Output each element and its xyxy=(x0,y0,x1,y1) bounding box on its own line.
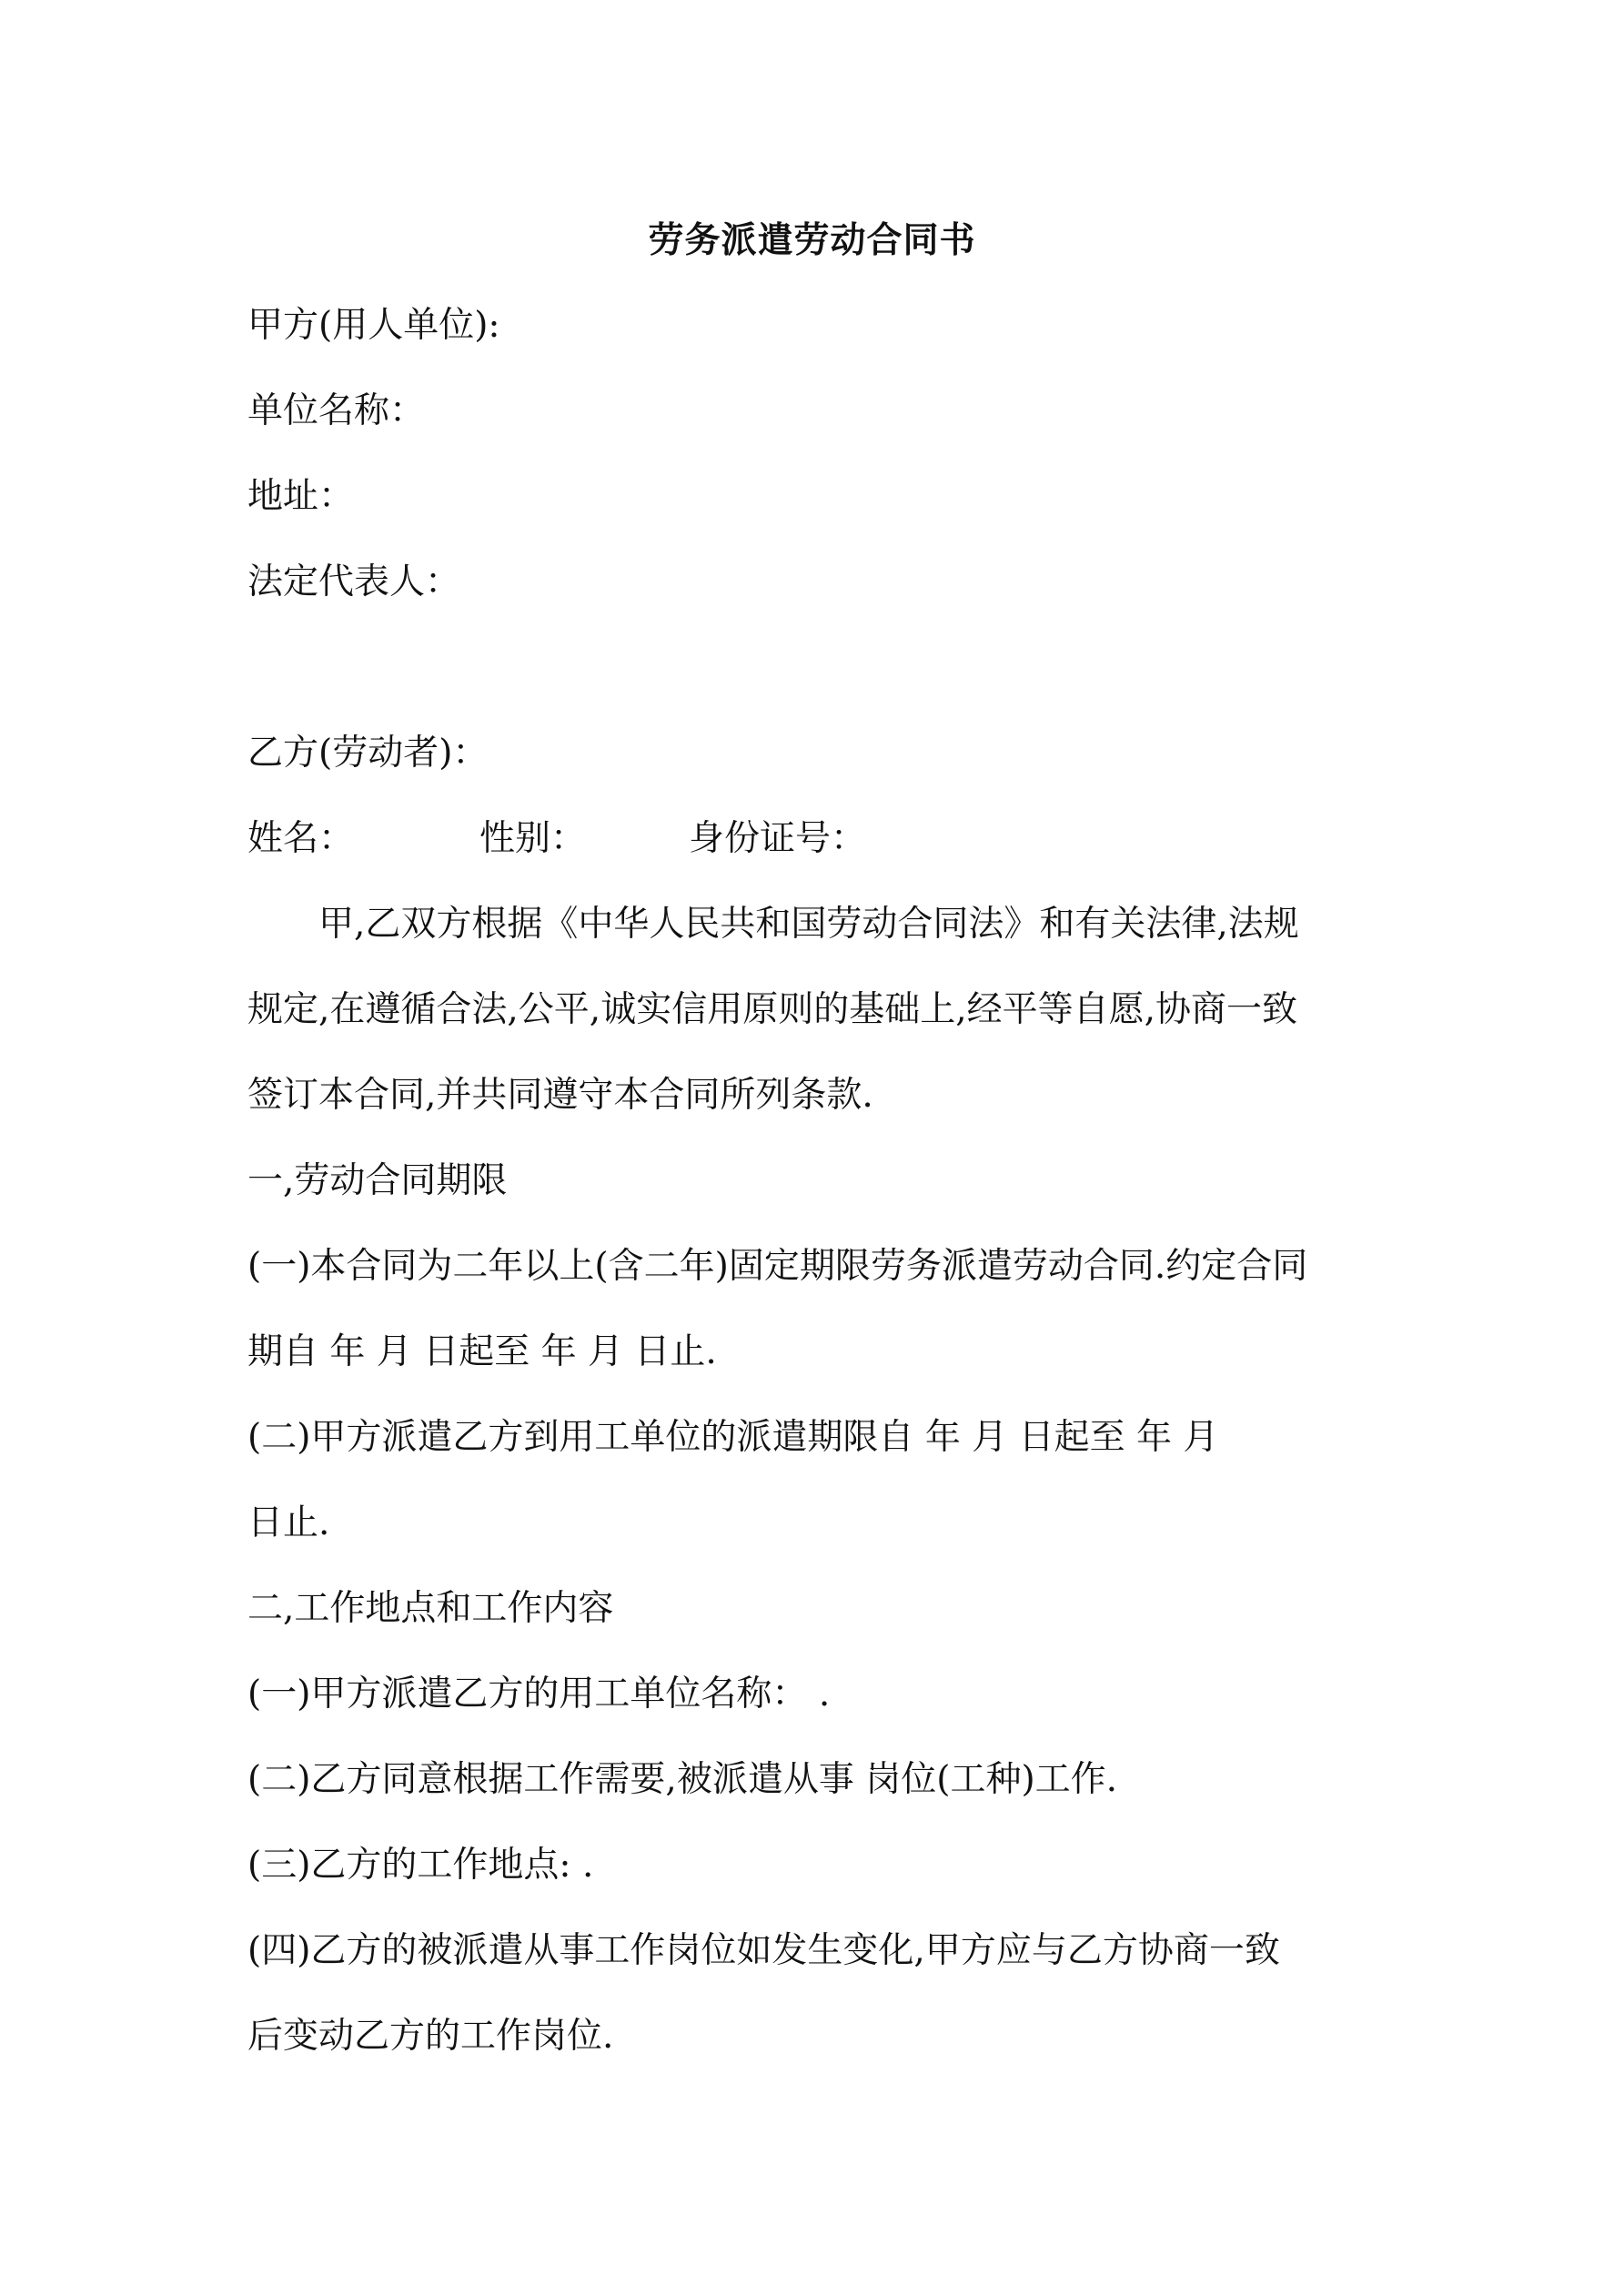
section-2-item-2: (二)乙方同意根据工作需要,被派遣从事 岗位(工种)工作. xyxy=(247,1759,1118,1800)
section-1-item-2-line-1: (二)甲方派遣乙方到用工单位的派遣期限自 年 月 日起至 年 月 xyxy=(247,1417,1219,1458)
section-2-item-3: (三)乙方的工作地点: . xyxy=(247,1845,594,1886)
party-b-fields xyxy=(247,814,1394,865)
address-label: 地址： xyxy=(247,476,355,517)
legal-rep-label: 法定代表人： xyxy=(247,561,461,602)
section-1-item-1-line-2: 期自 年 月 日起至 年 月 日止. xyxy=(247,1331,717,1372)
party-a-heading: 甲方(用人单位): xyxy=(247,305,500,346)
preamble-line-3: 签订本合同,并共同遵守本合同所列条款. xyxy=(247,1075,873,1116)
section-1-item-1-line-1: (一)本合同为二年以上(含二年)固定期限劳务派遣劳动合同.约定合同 xyxy=(247,1246,1308,1287)
id-number-label: 身份证号： xyxy=(689,818,867,859)
gender-label: 性别： xyxy=(479,818,587,859)
section-1-item-2-line-2: 日止. xyxy=(247,1502,330,1543)
name-label: 姓名： xyxy=(247,818,355,859)
preamble-line-1: 甲,乙双方根据《中华人民共和国劳动合同法》和有关法律,法规 xyxy=(318,904,1299,945)
unit-name-label: 单位名称： xyxy=(247,390,426,431)
document-title: 劳务派遣劳动合同书 xyxy=(648,219,976,261)
section-1-heading: 一,劳动合同期限 xyxy=(247,1160,508,1201)
section-2-item-4-line-2: 后变动乙方的工作岗位. xyxy=(247,2016,614,2057)
section-2-item-4-line-1: (四)乙方的被派遣从事工作岗位如发生变化,甲方应与乙方协商一致 xyxy=(247,1930,1280,1971)
preamble-line-2: 规定,在遵循合法,公平,诚实信用原则的基础上,经平等自愿,协商一致 xyxy=(247,989,1297,1030)
section-2-heading: 二,工作地点和工作内容 xyxy=(247,1588,614,1629)
section-2-item-1: (一)甲方派遣乙方的用工单位名称： . xyxy=(247,1674,831,1714)
party-b-heading: 乙方(劳动者)： xyxy=(247,733,489,774)
